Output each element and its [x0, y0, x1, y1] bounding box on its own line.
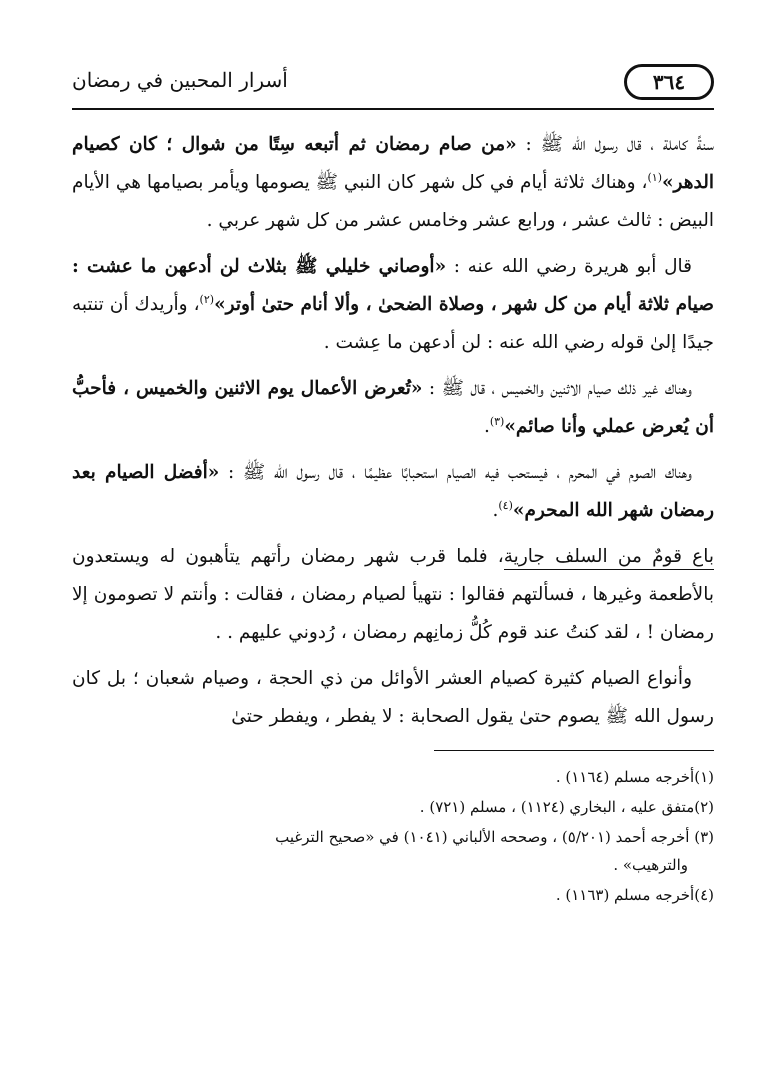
paragraph-3-text-b: . — [483, 416, 490, 437]
book-page — [72, 58, 714, 1048]
body-text — [72, 126, 714, 736]
footnote-4: (٤)أخرجه مسلم (١١٦٣) . — [555, 886, 714, 904]
footnote-ref-4[interactable]: (٤) — [498, 498, 513, 512]
footnote-2: (٢)متفق عليه ، البخاري (١١٢٤) ، مسلم (٧٢١) . — [419, 798, 714, 816]
paragraph-3-text-a: وهناك غير ذلك صيام الاثنين والخميس ، قال ﷺ : — [422, 378, 692, 399]
hadith-quote-3: «تُعرض الأعمال يوم الاثنين والخميس ، فأحبُّ أن يُعرض عملي وأنا صائم» — [72, 378, 714, 437]
hadith-quote-2: «أوصاني خليلي ﷺ بثلاث لن أدعهن ما عشت : صيام ثلاثة أيام من كل شهر ، وصلاة الضحىٰ ، وألا أنام حتىٰ أوتر» — [72, 256, 714, 315]
footnote-ref-1[interactable]: (١) — [647, 170, 662, 184]
hadith-quote-1: «من صام رمضان ثم أتبعه سِتًا من شوال ؛ كان كصيام الدهر» — [72, 134, 714, 193]
hadith-quote-4: «أفضل الصيام بعد رمضان شهر الله المحرم» — [72, 462, 714, 521]
footnote-3 — [72, 823, 714, 879]
underlined-phrase: باع قومٌ من السلف جارية — [504, 546, 714, 570]
paragraph-6-text: وأنواع الصيام كثيرة كصيام العشر الأوائل من ذي الحجة ، وصيام شعبان ؛ بل كان رسول الله ﷺ يصوم حتىٰ يقول الصحابة : لا يفطر ، ويفطر حتىٰ — [72, 668, 714, 727]
footnote-3-continuation: والترهيب» . — [613, 856, 688, 874]
paragraph-3 — [72, 370, 714, 446]
paragraph-5-text: ، فلما قرب شهر رمضان رأتهم يتأهبون له ويستعدون بالأطعمة وغيرها ، فسألتهم فقالوا : نتهيأ لصيام رمضان ، فقالت : وأنتم لا تصومون إلا رمضان ! ، لقد كنتُ عند قوم كُلُّ زمانِهم رمضان ، رُدوني عليهم . . — [72, 546, 714, 643]
page-header — [72, 58, 714, 110]
footnote-3-text: (٣) أخرجه أحمد (٥/٢٠١) ، وصححه الألباني (١٠٤١) في «صحيح الترغيب — [275, 828, 714, 846]
footnote-ref-3[interactable]: (٣) — [489, 414, 505, 428]
page-number-badge: ٣٦٤ — [624, 64, 714, 100]
footnotes — [72, 763, 714, 909]
footnote-ref-2[interactable]: (٢) — [199, 292, 215, 306]
paragraph-2 — [72, 248, 714, 362]
paragraph-4-text-b: . — [492, 500, 499, 521]
paragraph-1-text-b: ، وهناك ثلاثة أيام في كل شهر كان النبي ﷺ يصومها ويأمر بصيامها هي الأيام البيض : ثالث عشر ، ورابع عشر وخامس عشر من كل شهر عربي . — [72, 172, 714, 231]
paragraph-4 — [72, 454, 714, 530]
paragraph-1 — [72, 126, 714, 240]
footnote-1: (١)أخرجه مسلم (١١٦٤) . — [555, 768, 714, 786]
paragraph-2-text-a: قال أبو هريرة رضي الله عنه : — [446, 256, 692, 277]
paragraph-2-text-b: ، وأريدك أن تنتبه جيدًا إلىٰ قوله رضي الله عنه : لن أدعهن ما عِشت . — [72, 294, 714, 353]
footnote-divider — [434, 750, 714, 751]
paragraph-5 — [72, 538, 714, 652]
paragraph-4-text-a: وهناك الصوم في المحرم ، فيستحب فيه الصيام استحبابًا عظيمًا ، قال رسول الله ﷺ : — [219, 462, 692, 483]
paragraph-1-text-a: سنةً كاملة ، قال رسول الله ﷺ : — [516, 134, 714, 155]
paragraph-6 — [72, 660, 714, 736]
running-title: أسرار المحبين في رمضان — [72, 68, 288, 92]
